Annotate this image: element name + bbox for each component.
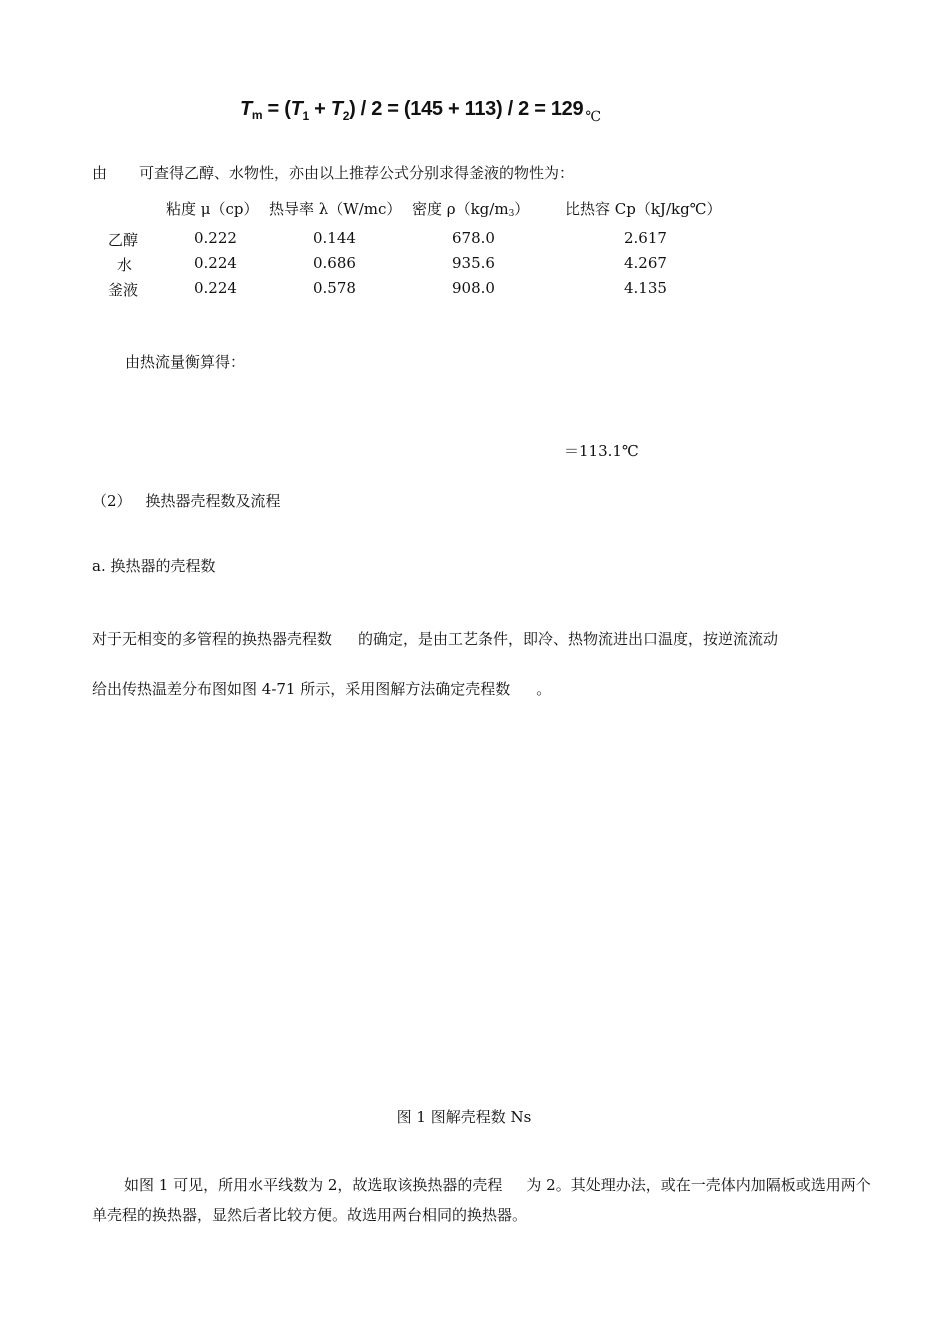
header-density-close: ）	[514, 200, 530, 218]
formula-t2: T	[330, 98, 343, 120]
formula-t1: T	[290, 98, 303, 120]
formula-t2-sub: 2	[342, 109, 350, 123]
heat-balance-result: ＝113.1℃	[564, 442, 639, 460]
formula-lhs-sub: m	[251, 108, 263, 122]
cell-density: 935.6	[452, 254, 495, 272]
section-heading	[92, 490, 281, 511]
intro-prefix: 由	[92, 164, 108, 182]
cell-heat-capacity: 2.617	[624, 229, 667, 247]
formula-rest: ) / 2 = (145 + 113) / 2 = 129	[349, 98, 584, 120]
paragraph-temperature-profile	[92, 678, 551, 699]
mean-temperature-formula	[240, 98, 601, 125]
header-density-label: 密度 ρ（kg/m	[412, 200, 509, 218]
intro-paragraph	[92, 162, 574, 183]
para1-part1: 对于无相变的多管程的换热器壳程数	[92, 630, 333, 648]
formula-unit: ℃	[585, 109, 601, 125]
intro-text: 可查得乙醇、水物性，亦由以上推荐公式分别求得釜液的物性为：	[139, 164, 575, 182]
para1-part2: 的确定，是由工艺条件，即冷、热物流进出口温度，按逆流流动	[358, 630, 779, 648]
row-name-water: 水	[117, 256, 133, 274]
cell-heat-capacity: 4.267	[624, 254, 667, 272]
header-density	[412, 198, 529, 219]
para2-part2: 。	[536, 680, 552, 698]
cell-heat-capacity: 4.135	[624, 279, 667, 297]
formula-plus: +	[308, 98, 331, 120]
para3-part2: 为 2。其处理办法，或在一壳体内加隔板或选用两个单壳程的换热器，显然后者比较方便。故选用两台相同的换热器。	[92, 1176, 871, 1224]
para3-part1: 如图 1 可见，所用水平线数为 2，故选取该换热器的壳程	[124, 1176, 503, 1194]
header-heat-capacity: 比热容 Cp（kJ/kg℃）	[565, 200, 722, 218]
section-title: 换热器壳程数及流程	[145, 492, 281, 510]
formula-lhs-var: T	[240, 98, 252, 120]
para2-part1: 给出传热温差分布图如图 4-71 所示，采用图解方法确定壳程数	[92, 680, 511, 698]
row-name-ethanol: 乙醇	[108, 231, 139, 249]
cell-viscosity: 0.222	[194, 229, 237, 247]
header-density-sup: 3	[508, 209, 515, 219]
subsection-heading: a. 换热器的壳程数	[92, 557, 216, 575]
row-name-kettle-liquid: 釜液	[108, 281, 139, 299]
cell-viscosity: 0.224	[194, 279, 237, 297]
paragraph-shell-count	[92, 628, 778, 649]
section-number: （2）	[92, 492, 132, 510]
paragraph-conclusion	[92, 1170, 872, 1230]
cell-conductivity: 0.578	[313, 279, 356, 297]
cell-viscosity: 0.224	[194, 254, 237, 272]
cell-density: 908.0	[452, 279, 495, 297]
formula-t1-sub: 1	[302, 109, 309, 123]
cell-conductivity: 0.144	[313, 229, 356, 247]
cell-density: 678.0	[452, 229, 495, 247]
heat-balance-text: 由热流量衡算得：	[125, 353, 246, 371]
cell-conductivity: 0.686	[313, 254, 356, 272]
header-conductivity: 热导率 λ（W/mc）	[269, 200, 402, 218]
header-viscosity: 粘度 μ（cp）	[166, 200, 259, 218]
formula-eq1: = (	[262, 98, 291, 120]
figure-caption: 图 1 图解壳程数 Ns	[396, 1108, 532, 1126]
